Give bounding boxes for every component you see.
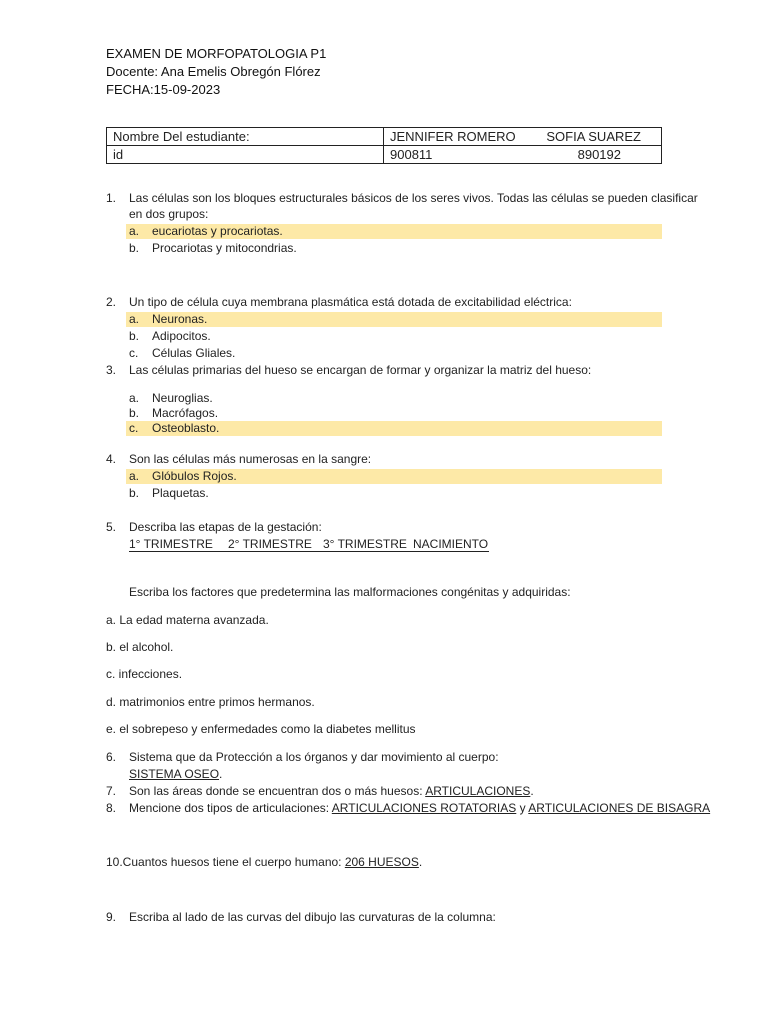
stage-4: NACIMIENTO — [413, 537, 489, 551]
q7-number: 7. — [106, 784, 117, 798]
q3-number: 3. — [106, 363, 117, 377]
q2-option-b: Adipocitos. — [152, 329, 211, 343]
q2-number: 2. — [106, 295, 117, 309]
exam-date: FECHA:15-09-2023 — [106, 82, 221, 97]
q8-number: 8. — [106, 801, 117, 815]
q6-number: 6. — [106, 750, 117, 764]
q8-text: Mencione dos tipos de articulaciones: — [129, 801, 332, 815]
stage-2: 2° TRIMESTRE — [228, 537, 312, 551]
q1-number: 1. — [106, 191, 117, 205]
q6-answer: SISTEMA OSEO — [129, 767, 220, 781]
q7-line — [129, 784, 534, 798]
q4-text: Son las células más numerosas en la sangre: — [129, 452, 372, 466]
q10-answer: 206 HUESOS — [344, 855, 419, 869]
factor-b: b. el alcohol. — [106, 640, 174, 654]
student-id-label: id — [107, 146, 384, 164]
q10-line — [106, 855, 422, 869]
q2-option-b-letter: b. — [129, 329, 140, 343]
q3-option-b: Macrófagos. — [152, 406, 219, 420]
student2-name: SOFIA SUAREZ — [546, 129, 641, 144]
student-name-label: Nombre Del estudiante: — [107, 128, 384, 146]
q3-option-a-letter: a. — [129, 391, 140, 405]
q6-suffix: . — [219, 767, 223, 781]
q4-option-a: Glóbulos Rojos. — [152, 469, 237, 483]
q3-option-b-letter: b. — [129, 406, 140, 420]
q4-option-a-letter: a. — [129, 469, 140, 483]
q3-option-c: Osteoblasto. — [152, 421, 220, 435]
q2-option-c: Células Gliales. — [152, 346, 236, 360]
q4-option-b-letter: b. — [129, 486, 140, 500]
q10-suffix: . — [418, 855, 423, 869]
exam-title: EXAMEN DE MORFOPATOLOGIA P1 — [106, 46, 327, 61]
q8-line — [129, 801, 710, 815]
q1-option-b-letter: b. — [129, 241, 140, 255]
q2-text: Un tipo de célula cuya membrana plasmática está dotada de excitabilidad eléctrica: — [129, 295, 572, 309]
student2-id: 890192 — [577, 147, 621, 162]
q1-option-a-letter: a. — [129, 224, 140, 238]
gestation-stages — [129, 537, 489, 552]
q8-connector: y — [516, 801, 529, 815]
q5-number: 5. — [106, 520, 117, 534]
stage-1: 1° TRIMESTRE — [129, 537, 213, 551]
q1-option-b: Procariotas y mitocondrias. — [152, 241, 297, 255]
q8-answer-1: ARTICULACIONES ROTATORIAS — [331, 801, 517, 815]
q6-text: Sistema que da Protección a los órganos y dar movimiento al cuerpo: — [129, 750, 499, 764]
q4-option-b: Plaquetas. — [152, 486, 209, 500]
student-ids-cell — [384, 146, 662, 164]
q8-answer-2: ARTICULACIONES DE BISAGRA — [528, 801, 711, 815]
student-info-table — [106, 127, 662, 164]
q1-option-a: eucariotas y procariotas. — [152, 224, 283, 238]
stage-3: 3° TRIMESTRE — [323, 537, 407, 551]
student-names-cell — [384, 128, 662, 146]
student1-id: 900811 — [390, 147, 433, 162]
q6-answer-line — [129, 767, 222, 781]
student1-name: JENNIFER ROMERO — [390, 129, 516, 144]
factors-prompt: Escriba los factores que predetermina las malformaciones congénitas y adquiridas: — [129, 585, 571, 599]
q9-text: Escriba al lado de las curvas del dibujo las curvaturas de la columna: — [129, 910, 496, 924]
teacher-name: Docente: Ana Emelis Obregón Flórez — [106, 64, 321, 79]
q1-text-line1: Las células son los bloques estructurales básicos de los seres vivos. Todas las células se pueden clasificar — [129, 191, 698, 205]
q2-option-a: Neuronas. — [152, 312, 208, 326]
q7-answer: ARTICULACIONES — [425, 784, 531, 798]
q3-text: Las células primarias del hueso se encargan de formar y organizar la matriz del hueso: — [129, 363, 592, 377]
q3-option-c-letter: c. — [129, 421, 139, 435]
factor-d: d. matrimonios entre primos hermanos. — [106, 695, 315, 709]
q7-suffix: . — [530, 784, 534, 798]
factor-e: e. el sobrepeso y enfermedades como la diabetes mellitus — [106, 722, 416, 736]
q10-text: 10.Cuantos huesos tiene el cuerpo humano: — [106, 855, 345, 869]
q3-option-a: Neuroglias. — [152, 391, 213, 405]
q5-text: Describa las etapas de la gestación: — [129, 520, 322, 534]
q7-text: Son las áreas donde se encuentran dos o más huesos: — [129, 784, 426, 798]
q2-option-c-letter: c. — [129, 346, 139, 360]
table-row — [107, 146, 662, 164]
q2-option-a-letter: a. — [129, 312, 140, 326]
q4-number: 4. — [106, 452, 117, 466]
factor-a: a. La edad materna avanzada. — [106, 613, 269, 627]
table-row — [107, 128, 662, 146]
q1-text-line2: en dos grupos: — [129, 207, 209, 221]
q9-number: 9. — [106, 910, 117, 924]
factor-c: c. infecciones. — [106, 667, 183, 681]
